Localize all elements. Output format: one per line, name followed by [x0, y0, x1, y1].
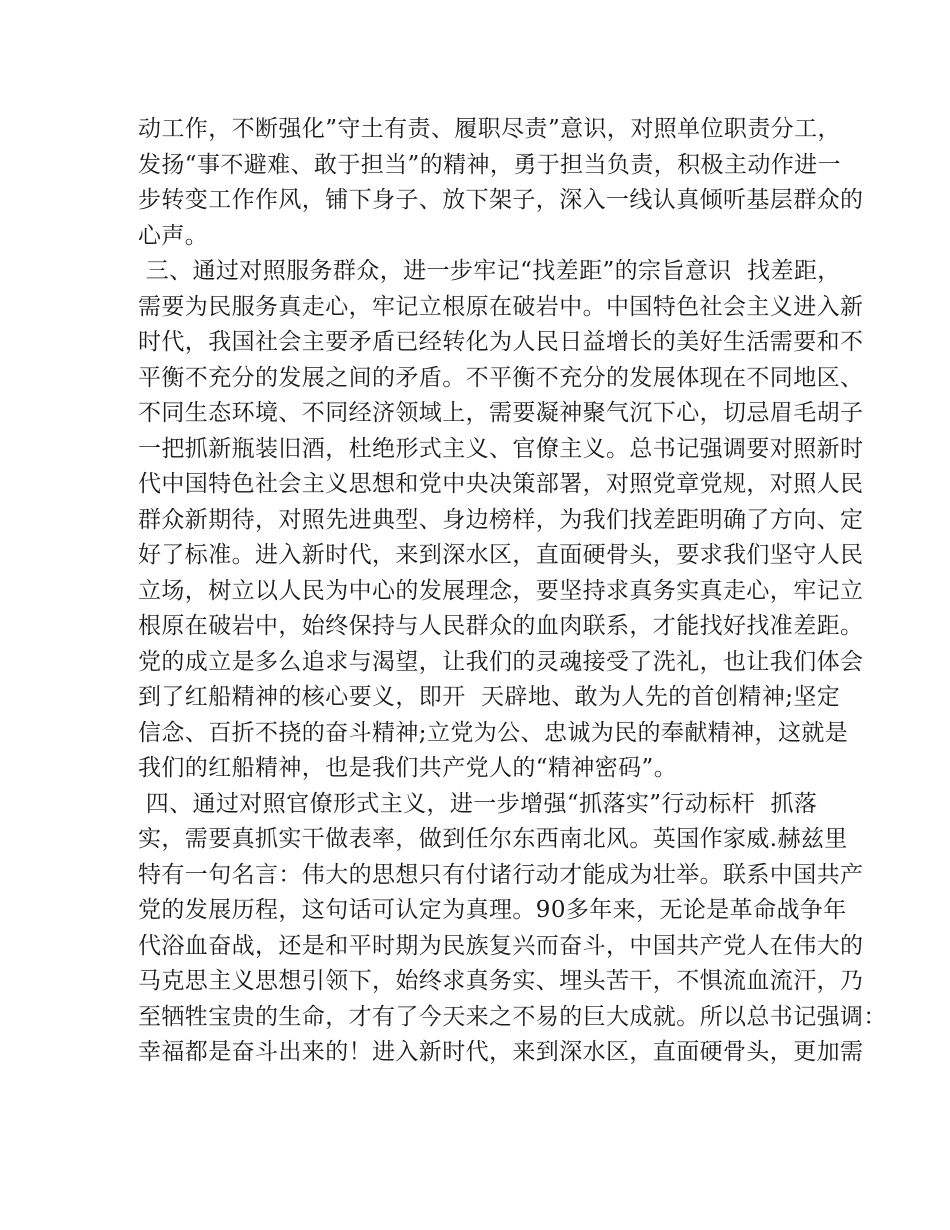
text-line-9: 不同生态环境、不同经济领域上，需要凝神聚气沉下心，切忌眉毛胡子 [138, 400, 864, 426]
text-line-14: 立场，树立以人民为中心的发展理念，要坚持求真务实真走心，牢记立 [138, 577, 864, 604]
text-line-2: 发扬“事不避难、敢于担当”的精神，勇于担当负责，积极主动作进一 [138, 151, 841, 178]
text-line-26: 至牺牲宝贵的生命，才有了今天来之不易的巨大成就。所以总书记强调： [138, 1003, 887, 1030]
text-line-10: 一把抓新瓶装旧酒，杜绝形式主义、官僚主义。总书记强调要对照新时 [138, 435, 864, 462]
body-text [138, 112, 887, 1071]
text-line-15: 根原在破岩中，始终保持与人民群众的血肉联系，才能找好找准差距。 [138, 613, 864, 639]
text-line-25: 马克思主义思想引领下，始终求真务实、埋头苦干，不惧流血流汗，乃 [138, 968, 864, 994]
text-line-24: 代浴血奋战，还是和平时期为民族复兴而奋斗，中国共产党人在伟大的 [138, 932, 864, 959]
text-line-27: 幸福都是奋斗出来的！进入新时代，来到深水区，直面硬骨头，更加需 [138, 1039, 864, 1065]
section-heading-four: 四、通过对照官僚形式主义，进一步增强“抓落实”行动标杆 抓落 [138, 790, 818, 817]
text-line-19: 我们的红船精神，也是我们共产党人的“精神密码”。 [138, 755, 678, 781]
text-line-18: 信念、百折不挠的奋斗精神;立党为公、忠诚为民的奉献精神，这就是 [138, 719, 849, 746]
text-line-21: 实，需要真抓实干做表率，做到任尔东西南北风。英国作家威.赫兹里 [138, 826, 848, 852]
text-line-17: 到了红船精神的核心要义，即开 天辟地、敢为人先的首创精神;坚定 [138, 684, 841, 710]
text-line-3: 步转变工作作风，铺下身子、放下架子，深入一线认真倾听基层群众的 [138, 187, 864, 213]
text-line-11: 代中国特色社会主义思想和党中央决策部署，对照党章党规，对照人民 [138, 471, 864, 497]
text-line-12: 群众新期待，对照先进典型、身边榜样，为我们找差距明确了方向、定 [138, 506, 864, 533]
text-line-16: 党的成立是多么追求与渴望，让我们的灵魂接受了洗礼，也让我们体会 [138, 648, 864, 675]
text-line-22: 特有一句名言：伟大的思想只有付诸行动才能成为壮举。联系中国共产 [138, 861, 864, 888]
text-line-8: 平衡不充分的发展之间的矛盾。不平衡不充分的发展体现在不同地区、 [138, 364, 864, 391]
text-line-13: 好了标准。进入新时代，来到深水区，直面硬骨头，要求我们坚守人民 [138, 542, 864, 568]
text-line-23: 党的发展历程，这句话可认定为真理。90多年来，无论是革命战争年 [138, 897, 847, 923]
section-heading-three: 三、通过对照服务群众，进一步牢记“找差距”的宗旨意识 找差距， [138, 258, 841, 284]
text-line-6: 需要为民服务真走心，牢记立根原在破岩中。中国特色社会主义进入新 [138, 293, 864, 320]
text-line-4: 心声。 [138, 222, 209, 249]
text-line-1: 动工作，不断强化”守土有责、履职尽责”意识，对照单位职责分工， [138, 116, 841, 142]
text-line-7: 时代，我国社会主要矛盾已经转化为人民日益增长的美好生活需要和不 [138, 329, 864, 355]
